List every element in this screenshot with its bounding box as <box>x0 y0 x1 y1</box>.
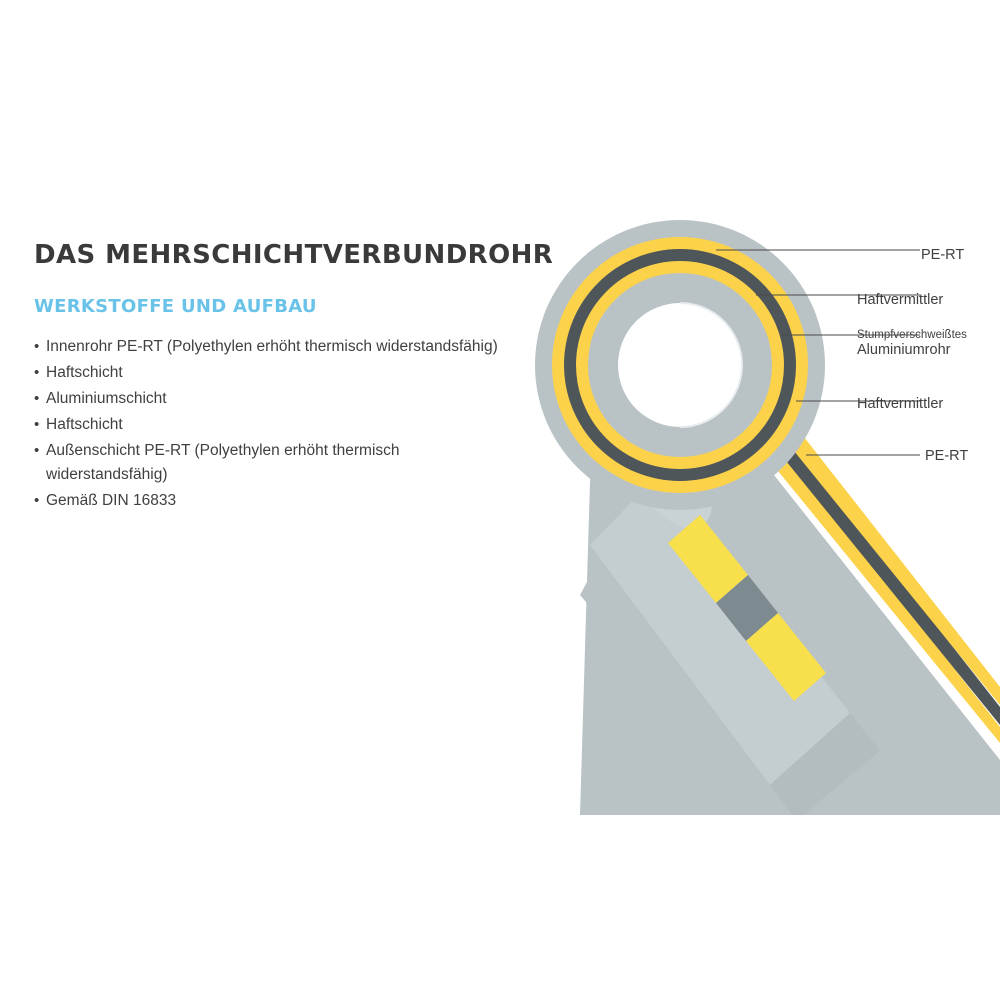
callout-haftvermittler-inner: Haftvermittler <box>857 396 944 412</box>
text-block <box>34 240 554 515</box>
page-title: DAS MEHRSCHICHTVERBUNDROHR <box>34 240 554 270</box>
callout-pert-inner: PE-RT <box>925 448 969 464</box>
callout-aluminium-line1: Stumpfverschweißtes <box>857 329 967 341</box>
callout-aluminium <box>857 329 967 359</box>
material-list <box>34 335 504 513</box>
callout-pert-outer: PE-RT <box>921 247 965 263</box>
list-item: • Gemäß DIN 16833 <box>34 489 504 513</box>
list-item: • Außenschicht PE-RT (Polyethylen erhöht thermisch widerstandsfähig) <box>34 439 504 487</box>
list-item: • Haftschicht <box>34 413 504 437</box>
callout-aluminium-line2: Aluminiumrohr <box>857 342 951 359</box>
section-subtitle: WERKSTOFFE UND AUFBAU <box>34 296 317 317</box>
list-item: • Haftschicht <box>34 361 504 385</box>
list-item: • Aluminiumschicht <box>34 387 504 411</box>
callout-haftvermittler-outer: Haftvermittler <box>857 292 944 308</box>
pipe-ring-cross-section <box>535 220 825 510</box>
list-item: • Innenrohr PE-RT (Polyethylen erhöht thermisch widerstandsfähig) <box>34 335 504 359</box>
